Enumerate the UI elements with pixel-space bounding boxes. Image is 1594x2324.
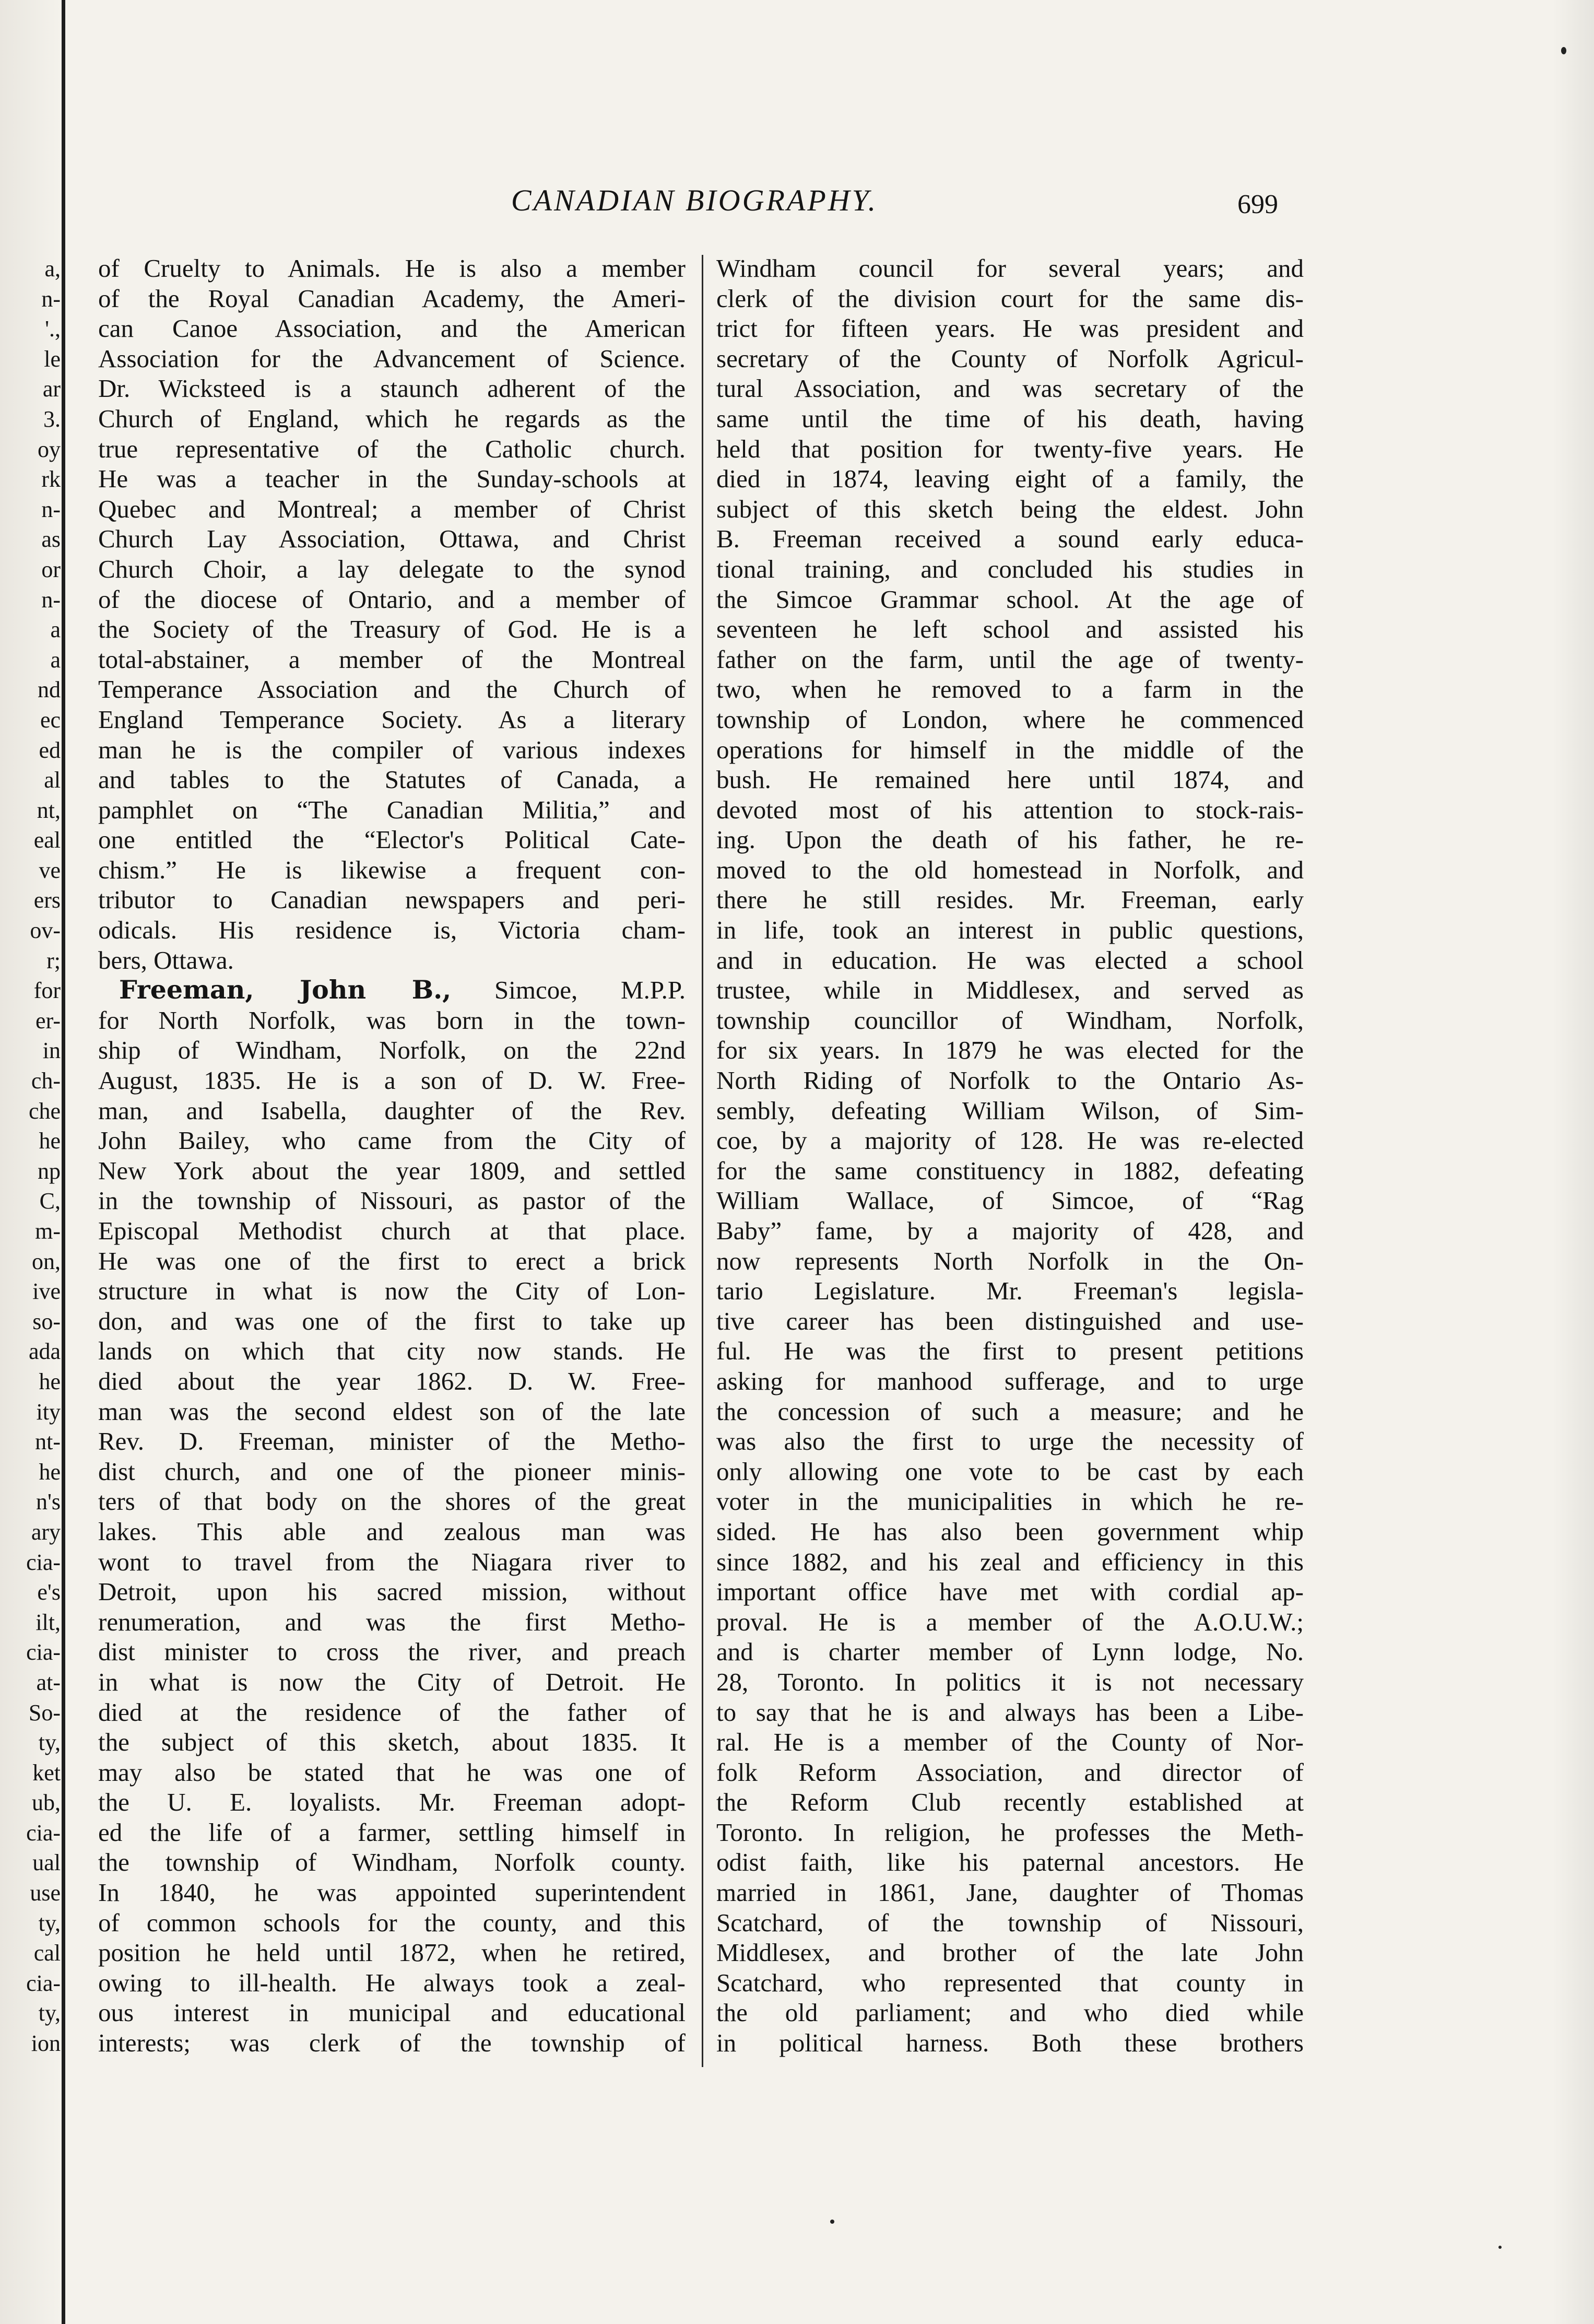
margin-fragment: n- (41, 586, 61, 613)
text-line: trict for fifteen years. He was president and (716, 314, 1304, 343)
margin-fragment: as (41, 526, 61, 553)
text-line: Dr. Wicksteed is a staunch adherent of the (98, 374, 686, 403)
margin-fragment: ed (39, 737, 61, 763)
text-line: township of London, where he commenced (716, 705, 1304, 734)
margin-fragment: ov- (30, 918, 61, 944)
text-line: 28, Toronto. In politics it is not necessary (716, 1667, 1304, 1696)
text-line: tributor to Canadian newspapers and peri- (98, 885, 686, 914)
text-line: Scatchard, of the township of Nissouri, (716, 1908, 1304, 1937)
text-line: and in education. He was elected a school (716, 945, 1304, 975)
margin-fragment: a (50, 647, 61, 673)
text-line: Temperance Association and the Church of (98, 675, 686, 704)
entry-heading-line (98, 975, 686, 1005)
margin-fragment: ub, (32, 1790, 61, 1816)
text-line: Middlesex, and brother of the late John (716, 1938, 1304, 1967)
text-line: Rev. D. Freeman, minister of the Metho- (98, 1427, 686, 1456)
margin-fragment: ve (39, 857, 61, 883)
text-line: ous interest in municipal and educational (98, 1998, 686, 2027)
margin-fragment: ty, (38, 1730, 61, 1756)
margin-fragment: ket (32, 1759, 61, 1786)
text-line: tario Legislature. Mr. Freeman's legisla- (716, 1276, 1304, 1306)
margin-fragment: n- (41, 496, 61, 522)
text-line: lakes. This able and zealous man was (98, 1517, 686, 1546)
margin-fragment: al (44, 767, 61, 793)
text-line: tional training, and concluded his studies in (716, 554, 1304, 583)
text-line: of common schools for the county, and this (98, 1908, 686, 1937)
margin-fragment: he (39, 1128, 61, 1154)
text-line: voter in the municipalities in which he re- (716, 1487, 1304, 1516)
text-line: bush. He remained here until 1874, and (716, 765, 1304, 794)
text-line: total-abstainer, a member of the Montreal (98, 644, 686, 674)
text-line: since 1882, and his zeal and efficiency in this (716, 1547, 1304, 1576)
margin-fragment: in (42, 1038, 61, 1064)
margin-fragment: ary (31, 1519, 61, 1545)
text-line: structure in what is now the City of Lon- (98, 1276, 686, 1306)
text-line: tive career has been distinguished and use- (716, 1306, 1304, 1335)
text-line: John Bailey, who came from the City of (98, 1126, 686, 1155)
margin-fragment: ec (40, 707, 61, 733)
text-line: there he still resides. Mr. Freeman, early (716, 885, 1304, 914)
text-line: bers, Ottawa. (98, 945, 234, 975)
text-line: chism.” He is likewise a frequent con- (98, 855, 686, 884)
text-line: sided. He has also been government whip (716, 1517, 1304, 1546)
margin-fragment: so- (32, 1308, 61, 1334)
margin-fragment: ty, (38, 2000, 61, 2026)
right-column (716, 253, 1304, 2058)
text-line: wont to travel from the Niagara river to (98, 1547, 686, 1576)
margin-fragment: he (39, 1459, 61, 1485)
text-line: the U. E. loyalists. Mr. Freeman adopt- (98, 1788, 686, 1817)
text-line: held that position for twenty-five years. He (716, 434, 1304, 463)
text-line: man, and Isabella, daughter of the Rev. (98, 1096, 686, 1125)
text-line: man was the second eldest son of the late (98, 1396, 686, 1426)
text-line: for North Norfolk, was born in the town- (98, 1005, 686, 1035)
margin-fragment: So- (28, 1699, 61, 1726)
margin-fragment: eal (33, 827, 61, 853)
text-line: trustee, while in Middlesex, and served as (716, 976, 1304, 1005)
text-line: He was one of the first to erect a brick (98, 1246, 686, 1275)
binding-gutter (62, 0, 65, 2324)
text-line: and tables to the Statutes of Canada, a (98, 765, 686, 794)
text-line: North Riding of Norfolk to the Ontario As- (716, 1066, 1304, 1095)
text-line: the township of Windham, Norfolk county. (98, 1848, 686, 1877)
text-line: the Society of the Treasury of God. He is a (98, 615, 686, 644)
text-line: Church Lay Association, Ottawa, and Christ (98, 524, 686, 554)
margin-fragment: 3. (43, 406, 61, 432)
text-line: don, and was one of the first to take up (98, 1306, 686, 1335)
text-line: married in 1861, Jane, daughter of Thomas (716, 1878, 1304, 1907)
text-line: sembly, defeating William Wilson, of Sim- (716, 1096, 1304, 1125)
text-line: proval. He is a member of the A.O.U.W.; (716, 1607, 1304, 1636)
text-line: the subject of this sketch, about 1835. It (98, 1728, 686, 1757)
margin-fragment: ada (28, 1339, 61, 1365)
margin-fragment: at- (36, 1669, 61, 1695)
text-line: father on the farm, until the age of twenty- (716, 644, 1304, 674)
text-line: moved to the old homestead in Norfolk, and (716, 855, 1304, 884)
text-line: was also the first to urge the necessity of (716, 1427, 1304, 1456)
text-line: clerk of the division court for the same dis- (716, 284, 1304, 313)
facing-page-fragments (2, 254, 61, 2059)
text-line: pamphlet on “The Canadian Militia,” and (98, 795, 686, 824)
text-line: tural Association, and was secretary of the (716, 374, 1304, 403)
text-line: dist church, and one of the pioneer minis- (98, 1457, 686, 1486)
text-line: Windham council for several years; and (716, 254, 1304, 283)
left-column (98, 253, 686, 2058)
text-line: Toronto. In religion, he professes the Meth- (716, 1817, 1304, 1847)
margin-fragment: ual (32, 1850, 61, 1876)
text-line: operations for himself in the middle of the (716, 735, 1304, 764)
text-line: dist minister to cross the river, and preach (98, 1637, 686, 1666)
margin-fragment: nt, (37, 797, 61, 823)
margin-fragment: he (39, 1368, 61, 1394)
margin-fragment: rk (41, 466, 61, 492)
text-line: owing to ill-health. He always took a zeal- (98, 1968, 686, 1997)
text-line: true representative of the Catholic church. (98, 434, 686, 463)
text-line: for six years. In 1879 he was elected for the (716, 1036, 1304, 1065)
margin-fragment: cal (33, 1940, 61, 1966)
margin-fragment: le (44, 346, 61, 372)
text-line: August, 1835. He is a son of D. W. Free- (98, 1066, 686, 1095)
text-line: can Canoe Association, and the American (98, 314, 686, 343)
scan-speck (1498, 2246, 1502, 2249)
page-number: 699 (1237, 190, 1278, 219)
text-line: in political harness. Both these brothers (716, 2028, 1304, 2058)
text-line: two, when he removed to a farm in the (716, 675, 1304, 704)
text-line: He was a teacher in the Sunday-schools at (98, 464, 686, 494)
text-line: Scatchard, who represented that county in (716, 1968, 1304, 1997)
text-line: the Simcoe Grammar school. At the age of (716, 584, 1304, 614)
margin-fragment: np (38, 1158, 61, 1184)
text-line: the Reform Club recently established at (716, 1788, 1304, 1817)
text-line: one entitled the “Elector's Political Cate- (98, 825, 686, 854)
text-line: lands on which that city now stands. He (98, 1336, 686, 1366)
margin-fragment: cia- (26, 1970, 61, 1996)
margin-fragment: C, (39, 1188, 61, 1214)
text-line: Episcopal Methodist church at that place. (98, 1216, 686, 1245)
margin-fragment: ers (33, 887, 61, 913)
text-line: ing. Upon the death of his father, he re- (716, 825, 1304, 854)
text-line: may also be stated that he was one of (98, 1757, 686, 1787)
column-rule (702, 255, 703, 2067)
margin-fragment: nd (38, 677, 61, 703)
text-line: in the township of Nissouri, as pastor of the (98, 1186, 686, 1215)
text-line: interests; was clerk of the township of (98, 2028, 686, 2058)
margin-fragment: ch- (31, 1068, 61, 1094)
margin-fragment: r; (46, 947, 61, 973)
margin-fragment: for (33, 978, 61, 1004)
margin-fragment: '., (45, 316, 61, 342)
margin-fragment: a, (44, 256, 61, 281)
margin-fragment: use (30, 1880, 61, 1906)
text-line: now represents North Norfolk in the On- (716, 1246, 1304, 1275)
text-line: subject of this sketch being the eldest. John (716, 494, 1304, 523)
text-line: ed the life of a farmer, settling himself in (98, 1817, 686, 1847)
text-line: ters of that body on the shores of the great (98, 1487, 686, 1516)
margin-fragment: ity (36, 1399, 61, 1425)
text-line: ship of Windham, Norfolk, on the 22nd (98, 1036, 686, 1065)
text-line: the concession of such a measure; and he (716, 1396, 1304, 1426)
text-line: of the diocese of Ontario, and a member of (98, 584, 686, 614)
text-line: Church of England, which he regards as the (98, 404, 686, 433)
text-line: for the same constituency in 1882, defeating (716, 1156, 1304, 1185)
text-line: of Cruelty to Animals. He is also a member (98, 254, 686, 283)
text-line: ful. He was the first to present petitions (716, 1336, 1304, 1366)
margin-fragment: cia- (26, 1549, 61, 1575)
text-line: township councillor of Windham, Norfolk, (716, 1005, 1304, 1035)
margin-fragment: or (41, 556, 61, 582)
text-line: died at the residence of the father of (98, 1697, 686, 1727)
text-line: coe, by a majority of 128. He was re-elected (716, 1126, 1304, 1155)
text-line: Association for the Advancement of Science. (98, 344, 686, 373)
text-line: same until the time of his death, having (716, 404, 1304, 433)
scan-edge-shading (1552, 0, 1594, 2324)
margin-fragment: er- (36, 1007, 61, 1034)
text-line: asking for manhood sufferage, and to urge (716, 1366, 1304, 1395)
text-line: in life, took an interest in public questions, (716, 915, 1304, 945)
entry-name: Freeman, John B., (119, 975, 452, 1005)
margin-fragment: cia- (26, 1820, 61, 1846)
margin-fragment: oy (38, 436, 61, 462)
text-line: In 1840, he was appointed superintendent (98, 1878, 686, 1907)
text-line: William Wallace, of Simcoe, of “Rag (716, 1186, 1304, 1215)
text-line: died about the year 1862. D. W. Free- (98, 1366, 686, 1395)
text-line: in what is now the City of Detroit. He (98, 1667, 686, 1696)
text-line: odicals. His residence is, Victoria cham- (98, 915, 686, 945)
text-line: England Temperance Society. As a literary (98, 705, 686, 734)
text-line: the old parliament; and who died while (716, 1998, 1304, 2027)
text-line: ral. He is a member of the County of Nor- (716, 1728, 1304, 1757)
entry-location: Simcoe, M.P.P. (451, 976, 686, 1005)
margin-fragment: on, (32, 1248, 61, 1274)
text-line: man he is the compiler of various indexes (98, 735, 686, 764)
margin-fragment: cia- (26, 1639, 61, 1665)
text-line: seventeen he left school and assisted his (716, 615, 1304, 644)
margin-fragment: e's (37, 1579, 61, 1605)
text-line: died in 1874, leaving eight of a family, the (716, 464, 1304, 494)
scan-speck (830, 2220, 834, 2224)
margin-fragment: ilt, (36, 1609, 61, 1635)
text-line: folk Reform Association, and director of (716, 1757, 1304, 1787)
text-line: odist faith, like his paternal ancestors. He (716, 1848, 1304, 1877)
margin-fragment: ion (31, 2030, 61, 2057)
margin-fragment: che (28, 1098, 61, 1124)
margin-fragment: a (50, 617, 61, 643)
text-line: only allowing one vote to be cast by each (716, 1457, 1304, 1486)
text-line: and is charter member of Lynn lodge, No. (716, 1637, 1304, 1666)
scan-speck (1561, 47, 1566, 54)
text-line: New York about the year 1809, and settled (98, 1156, 686, 1185)
text-line: renumeration, and was the first Metho- (98, 1607, 686, 1636)
text-line: Quebec and Montreal; a member of Christ (98, 494, 686, 523)
margin-fragment: n- (41, 286, 61, 312)
margin-fragment: m- (35, 1218, 61, 1244)
text-line: to say that he is and always has been a Libe- (716, 1697, 1304, 1727)
text-line: position he held until 1872, when he retired, (98, 1938, 686, 1967)
text-line: devoted most of his attention to stock-rais- (716, 795, 1304, 824)
text-line: B. Freeman received a sound early educa- (716, 524, 1304, 554)
margin-fragment: ive (32, 1278, 61, 1305)
text-line: Baby” fame, by a majority of 428, and (716, 1216, 1304, 1245)
running-title: CANADIAN BIOGRAPHY. (511, 183, 878, 217)
margin-fragment: ar (42, 376, 61, 402)
text-line: Detroit, upon his sacred mission, without (98, 1577, 686, 1606)
text-line: important office have met with cordial ap- (716, 1577, 1304, 1606)
text-line: Church Choir, a lay delegate to the synod (98, 554, 686, 583)
text-line: of the Royal Canadian Academy, the Ameri- (98, 284, 686, 313)
margin-fragment: nt- (35, 1429, 61, 1455)
margin-fragment: ty, (38, 1910, 61, 1936)
text-line: secretary of the County of Norfolk Agricul- (716, 344, 1304, 373)
margin-fragment: n's (36, 1489, 61, 1515)
